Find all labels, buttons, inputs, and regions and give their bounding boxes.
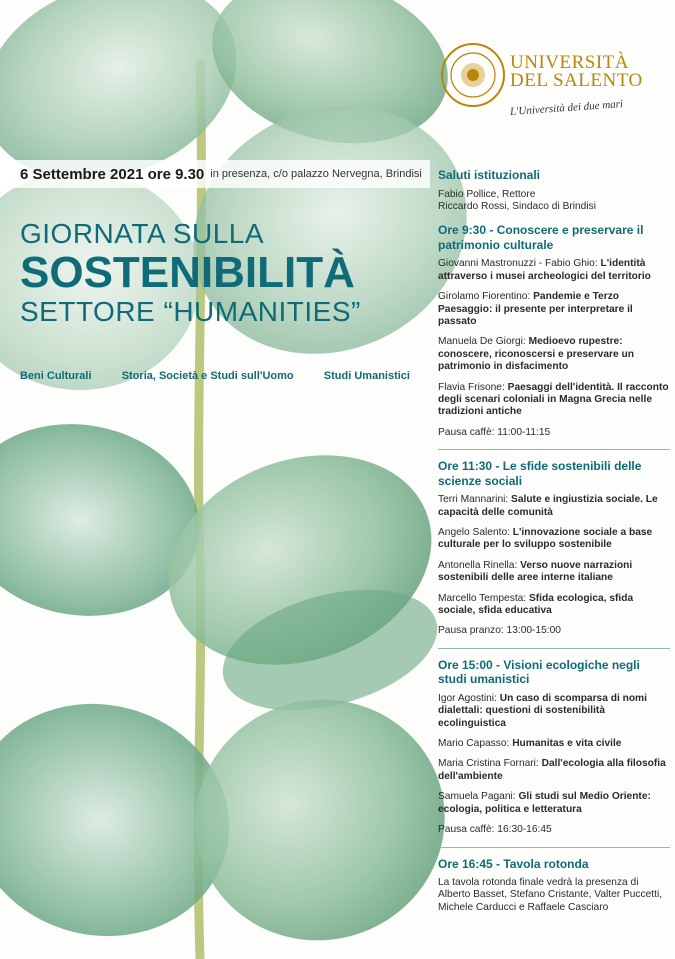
talk: Maria Cristina Fornari: Dall'ecologia alla filosofia dell'ambiente [438, 758, 666, 782]
leaf [168, 672, 472, 959]
break-time: Pausa caffè: 16:30-16:45 [438, 824, 552, 836]
speaker-line: Fabio Pollice, Rettore [438, 188, 536, 200]
university-tagline: L'Università dei due mari [509, 98, 624, 118]
divider [438, 648, 670, 649]
speaker-line: Riccardo Rossi, Sindaco di Brindisi [438, 200, 596, 212]
category-item: Beni Culturali [20, 370, 92, 382]
session-title: Ore 11:30 - Le sfide sostenibili delle scienze sociali [438, 459, 642, 488]
session-tavola-rotonda [438, 857, 670, 915]
talk: Igor Agostini: Un caso di scomparsa di nomi dialettali: questioni di sostenibilità ecolinguistica [438, 692, 647, 729]
university-seal-icon [440, 42, 506, 108]
divider [438, 847, 670, 848]
talk: Mario Capasso: Humanitas e vita civile [438, 738, 622, 750]
category-item: Storia, Società e Studi sull'Uomo [121, 370, 294, 382]
program [438, 168, 670, 924]
roundtable-description: La tavola rotonda finale vedrà la presenza di Alberto Basset, Stefano Cristante, Valter Puccetti, Michele Carducci e Raffaele Casciaro [438, 877, 663, 913]
session-title: Ore 15:00 - Visioni ecologiche negli studi umanistici [438, 657, 640, 687]
talk: Angelo Salento: L'innovazione sociale a base culturale per lo sviluppo sostenibile [438, 527, 653, 551]
talk: Giovanni Mastronuzzi - Fabio Ghio: L'identità attraverso i musei archeologici del territorio [438, 258, 651, 282]
session-title: Saluti istituzionali [438, 168, 541, 182]
event-date-bar [0, 160, 430, 188]
university-logo [440, 42, 660, 132]
talk: Antonella Rinella: Verso nuove narrazioni sostenibili delle aree interne italiane [438, 559, 633, 584]
break-time: Pausa pranzo: 13:00-15:00 [438, 625, 561, 637]
talk: Girolamo Fiorentino: Pandemie e Terzo Paesaggio: il presente per interpretare il passato [438, 291, 633, 327]
title-line-3: SETTORE “HUMANITIES” [20, 296, 361, 327]
event-title [0, 218, 430, 328]
talk: Manuela De Giorgi: Medioevo rupestre: conoscere, riconoscersi e preservare un patrimonio in disfacimento [438, 336, 634, 373]
title-line-1: GIORNATA SULLA [20, 218, 265, 249]
talk: Samuela Pagani: Gli studi sul Medio Oriente: ecologia, politica e letteratura [438, 791, 651, 815]
break-time: Pausa caffè: 11:00-11:15 [438, 426, 551, 438]
session-scienze-sociali [438, 459, 670, 638]
session-saluti [438, 168, 670, 213]
talk: Marcello Tempesta: Sfida ecologica, sfida sociale, sfida educativa [438, 592, 634, 617]
event-date-time: 6 Settembre 2021 ore 9.30 [20, 165, 205, 183]
session-patrimonio [438, 223, 670, 439]
session-studi-umanistici [438, 658, 670, 837]
talk: Flavia Frisone: Paesaggi dell'identità. Il racconto degli scenari coloniali in Magna Grecia nelle tradizioni antiche [438, 381, 669, 418]
divider [438, 449, 670, 450]
session-title: Ore 16:45 - Tavola rotonda [438, 856, 589, 871]
talk: Terri Mannarini: Salute e ingiustizia sociale. Le capacità delle comunità [438, 494, 658, 518]
categories [20, 370, 410, 382]
category-item: Studi Umanistici [323, 370, 410, 382]
event-venue: in presenza, c/o palazzo Nervegna, Brindisi [210, 168, 422, 180]
title-line-2: SOSTENIBILITÀ [20, 248, 355, 297]
session-title: Ore 9:30 - Conoscere e preservare il patrimonio culturale [438, 223, 644, 252]
university-name: UNIVERSITÀ DEL SALENTO [510, 52, 643, 91]
